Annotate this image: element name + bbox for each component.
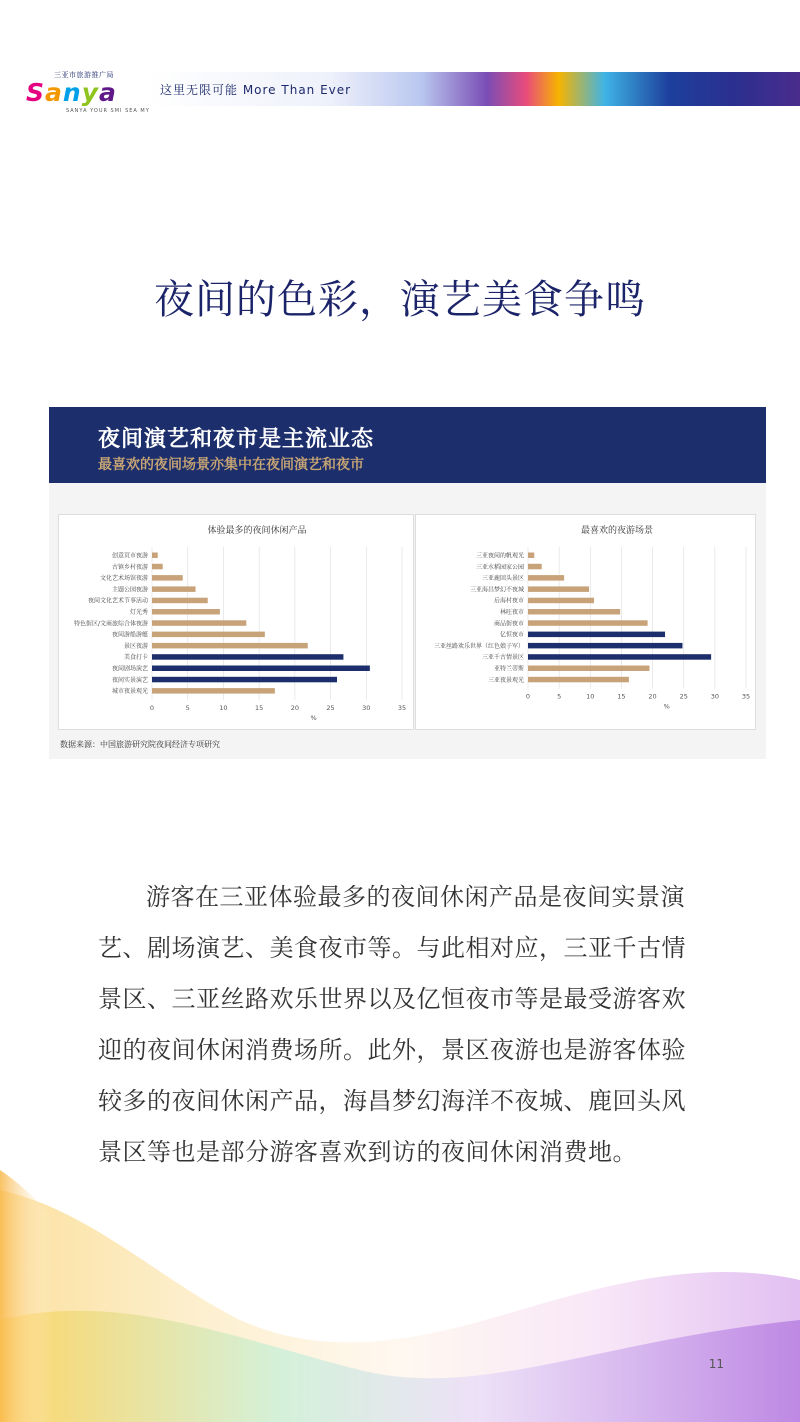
- bar: [528, 654, 711, 660]
- bar: [152, 575, 183, 581]
- bar: [152, 586, 196, 592]
- chart-title: 体验最多的夜间休闲产品: [207, 526, 307, 536]
- bar: [152, 609, 220, 615]
- category-label: 城市夜景观光: [111, 688, 148, 696]
- bar: [152, 677, 337, 683]
- chart-card-title: 夜间演艺和夜市是主流业态: [98, 427, 375, 452]
- logo-top-text: 三亚市旅游推广局: [54, 71, 114, 79]
- bar: [528, 632, 665, 638]
- bar: [528, 598, 594, 604]
- x-tick-label: 30: [362, 703, 371, 712]
- bar: [528, 564, 542, 570]
- bar: [528, 677, 629, 683]
- category-label: 亿恒夜市: [499, 631, 524, 639]
- bar: [152, 632, 265, 638]
- category-label: 夜间剧场演艺: [111, 665, 148, 673]
- category-label: 商品街夜市: [493, 620, 524, 628]
- category-label: 古镇乡村夜游: [111, 563, 148, 571]
- bar: [528, 553, 534, 559]
- category-label: 夜间实景演艺: [111, 676, 148, 684]
- x-tick-label: 30: [710, 692, 719, 701]
- x-tick-label: 5: [557, 692, 562, 701]
- x-tick-label: 25: [326, 703, 335, 712]
- category-label: 三亚夜间的帆观光: [475, 552, 524, 560]
- page-title: 夜间的色彩，演艺美食争鸣: [154, 277, 646, 323]
- chart-card-header: [49, 407, 766, 483]
- chart-title: 最喜欢的夜游场景: [580, 526, 654, 536]
- x-tick-label: 20: [648, 692, 657, 701]
- bar: [152, 620, 246, 626]
- category-label: 灯光秀: [129, 609, 148, 616]
- sanya-logo: [26, 70, 150, 114]
- category-label: 后海村夜市: [493, 597, 524, 605]
- x-tick-label: 0: [149, 703, 155, 712]
- banner-slogan: 这里无限可能 More Than Ever: [160, 83, 352, 97]
- bar-chart-night-products: [59, 515, 413, 729]
- logo-subtext: SANYA YOUR SMI SEA MY: [66, 108, 150, 114]
- bar: [152, 553, 158, 559]
- page-number: 11: [708, 1357, 724, 1371]
- chart-panel-right: [415, 514, 756, 730]
- bar: [528, 575, 564, 581]
- x-axis-label: %: [310, 713, 317, 722]
- bar: [152, 564, 163, 570]
- x-tick-label: 5: [185, 703, 190, 712]
- category-label: 主题公园夜游: [111, 586, 148, 594]
- category-label: 三亚丝路欢乐世界（红色娘子军）: [433, 642, 524, 650]
- x-tick-label: 0: [525, 692, 531, 701]
- category-label: 夜间游船游艇: [111, 631, 148, 639]
- x-tick-label: 35: [397, 703, 407, 712]
- category-label: 特色街区/文商旅综合体夜游: [73, 620, 148, 628]
- category-label: 三亚鹿回头景区: [481, 575, 524, 583]
- category-label: 三亚海昌梦幻不夜城: [469, 586, 524, 594]
- category-label: 三亚水稻园家公园: [475, 563, 524, 571]
- bar: [528, 643, 682, 649]
- bar: [152, 643, 308, 649]
- category-label: 夜间文化艺术节事活动: [87, 597, 148, 605]
- category-label: 亚特兰蒂斯: [493, 665, 524, 673]
- bar: [528, 666, 649, 672]
- category-label: 三亚千古情景区: [481, 654, 524, 662]
- x-tick-label: 15: [255, 703, 264, 712]
- bar: [152, 598, 208, 604]
- bar-chart-favorite-scenes: [416, 515, 755, 729]
- category-label: 三亚夜景观光: [487, 676, 524, 684]
- x-axis-label: %: [663, 702, 670, 711]
- decorative-wave: [0, 1170, 800, 1422]
- category-label: 美食打卡: [123, 654, 148, 662]
- x-tick-label: 35: [741, 692, 751, 701]
- bar: [528, 620, 648, 626]
- bar: [152, 688, 275, 694]
- logo-wordmark: Sanya: [26, 78, 117, 107]
- x-tick-label: 25: [679, 692, 688, 701]
- chart-card: [49, 407, 766, 759]
- data-source-note: 数据来源：中国旅游研究院夜间经济专项研究: [60, 740, 220, 749]
- header-banner: [148, 72, 800, 106]
- x-tick-label: 15: [617, 692, 626, 701]
- category-label: 景区夜游: [123, 642, 148, 650]
- x-tick-label: 10: [586, 692, 595, 701]
- bar: [528, 609, 620, 615]
- category-label: 林旺夜市: [499, 609, 524, 616]
- bar: [152, 654, 343, 660]
- category-label: 文化艺术场馆夜游: [99, 575, 148, 583]
- chart-panel-left: [58, 514, 414, 730]
- chart-card-subtitle: 最喜欢的夜间场景亦集中在夜间演艺和夜市: [98, 457, 364, 473]
- x-tick-label: 10: [219, 703, 228, 712]
- x-tick-label: 20: [290, 703, 299, 712]
- category-label: 创意页市夜游: [111, 552, 148, 560]
- bar: [152, 666, 370, 672]
- bar: [528, 586, 589, 592]
- body-paragraph: 游客在三亚体验最多的夜间休闲产品是夜间实景演艺、剧场演艺、美食夜市等。与此相对应，三亚千古情景区、三亚丝路欢乐世界以及亿恒夜市等是最受游客欢迎的夜间休闲消费场所。此外，景区夜游也是游客体验较多的夜间休闲产品，海昌梦幻海洋不夜城、鹿回头风景区等也是部分游客喜欢到访的夜间休闲消费地。: [98, 883, 686, 1166]
